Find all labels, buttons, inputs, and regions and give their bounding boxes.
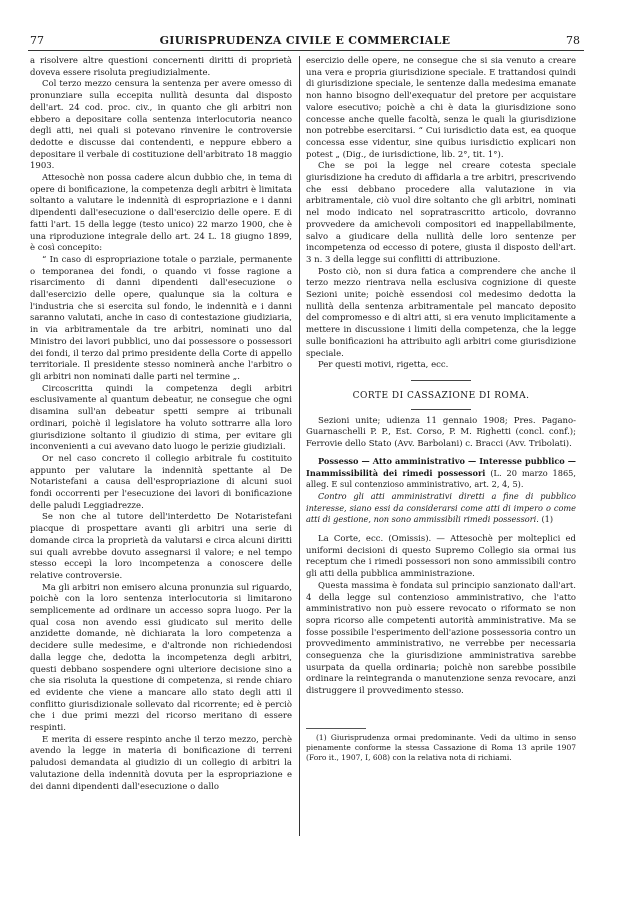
section-rule	[411, 380, 471, 381]
maxim-ref: (L. 20 marzo 1865, alleg. E sul contenzioso amministrativo, art. 2, 4, 5).	[306, 467, 576, 490]
paragraph: Che se poi la legge nel creare cotesta speciale giurisdizione ha creduto di affidarla a tre arbitri, prescrivendo che essi debbano procedere alla valutazione in via arbitramentale, ciò vuol dire soltanto che gli arbitri, nominati nel modo indicato nel sopratrascritto articolo, dovranno provvedere da amichevoli compositori ed inappellabilmente, salvo a giudicare della nullità delle loro sentenze per incompetenza od eccesso di potere, giusta il disposto dell'art. 3 n. 3 della legge sui conflitti di attribuzione.	[306, 161, 576, 265]
paragraph: Ma gli arbitri non emisero alcuna pronunzia sul riguardo, poichè con la loro sentenza interlocutoria si limitarono semplicemente ad ordinare un accesso sopra luogo. Per la qual cosa non avendo essi giudicato sul merito delle anzidette domande, nè dichiarata la loro competenza a decidere sulle medesime, e d'altronde non richiedendosi dalla legge che, dedotta la incompetenza degli arbitri, questi debbano sospendere ogni ulteriore decisione sino a che sia risoluta la questione di competenza, si rende chiaro ed evidente che viene a mancare allo stato degli atti il conflitto giurisdizionale sollevato dal ricorrente; ed è perciò che i due primi mezzi del ricorso meritano di essere respinti.	[30, 582, 292, 734]
paragraph: Attesochè non possa cadere alcun dubbio che, in tema di opere di bonificazione, la competenza degli arbitri è limitata soltanto a valutare le indennità di espropriazione e i danni dipendenti dall'esecuzione o dall'esercizio delle opere. E di fatti l'art. 15 della legge (testo unico) 22 marzo 1900, che è una riproduzione integrale dello art. 24 L. 18 giugno 1899, è così concepito:	[30, 173, 292, 254]
footnote: (1) Giurisprudenza ormai predominante. Vedi da ultimo in senso pienamente conforme la stessa Cassazione di Roma 13 aprile 1907 (Foro it., 1907, I, 608) con la relativa nota di richiami.	[306, 732, 576, 762]
paragraph: E merita di essere respinto anche il terzo mezzo, perchè avendo la legge in materia di bonificazione di terreni paludosi demandata al giudizio di un collegio di arbitri la valutazione della indennità dovuta per la espropriazione e dei danni dipendenti dall'esecuzione o dallo	[30, 734, 292, 792]
page-number-left: 77	[30, 34, 44, 47]
paragraph: Col terzo mezzo censura la sentenza per avere omesso di pronunziare sulla eccepita nullità desunta dal disposto dell'art. 24 cod. proc. civ., in quanto che gli arbitri non ebbero a depositare colla sentenza interlocutoria neanco degli atti, nei quali si potevano rinvenire le controversie dedotte e discusse dai contendenti, e neppure ebbero a depositare il verbale di costituzione dell'arbitrato 18 maggio 1903.	[30, 79, 292, 172]
case-title: CORTE DI CASSAZIONE DI ROMA.	[352, 390, 530, 401]
header-rule	[28, 50, 584, 51]
maxim	[306, 491, 576, 526]
running-header	[30, 34, 580, 48]
quoted-article: “ In caso di espropriazione totale o parziale, permanente o temporanea dei fondi, o quando vi fosse ragione a risarcimento di danni dipendenti dall'esecuzione o dall'esercizio delle opere, qualunque sia la coltura e l'industria che si esercita sul fondo, le indennità e i danni saranno valutati, anche in caso di contestazione giudiziaria, in via arbitramentale da tre arbitri, nominati uno dal Ministro dei lavori pubblici, uno dai possessore o possessori dei fondi, il terzo dal primo presidente della Corte di appello territoriale. Il presidente stesso nominerà anche l'arbitro o gli arbitri non nominati dalle parti nel termine „.	[30, 254, 292, 382]
paragraph: a risolvere altre questioni concernenti diritti di proprietà doveva essere risoluta pregiudizialmente.	[30, 56, 292, 78]
maxim-heading	[306, 456, 576, 491]
paragraph: esercizio delle opere, ne consegue che si sia venuto a creare una vera e propria giurisdizione speciale. E trattandosi quindi di giurisdizione speciale, le sentenze dalla medesima emanate non hanno bisogno dell'exequatur del pretore per acquistare valore esecutivo; poichè a chi è data la giurisdizione sono concesse anche quelle facoltà, senza le quali la giurisdizione non potrebbe esercitarsi. “ Cui iurisdictio data est, ea quoque concessa esse videntur, sine quibus iurisdictio explicari non potest „ (Dig., de iurisdictione, lib. 2°, tit. 1°).	[306, 56, 576, 160]
column-divider	[299, 56, 300, 836]
section-rule	[411, 409, 471, 410]
right-column	[306, 56, 576, 763]
paragraph: Circoscritta quindi la competenza degli arbitri esclusivamente al quantum debeatur, ne consegue che ogni disamina sull'an debeatur spetti sempre ai tribunali ordinari, poichè il legislatore ha voluto sottrarre alla loro giurisdizione soltanto il giudizio di stima, per evitare gli inconvenienti a cui avevano dato luogo le perizie giudiziali.	[30, 383, 292, 453]
paragraph: Per questi motivi, rigetta, ecc.	[318, 360, 449, 371]
paragraph: Se non che al tutore dell'interdetto De Notaristefani piacque di prospettare avanti gli arbitri una serie di domande circa la proprietà da valutarsi e circa alcuni diritti sui quali avrebbe dovuto assegnarsi il valore; e nel tempo stesso eccepì la loro incompetenza a conoscere delle relative controversie.	[30, 512, 292, 581]
maxim-text: Contro gli atti amministrativi diretti a fine di pubblico interesse, siano essi da considerarsi come atti di impero o come atti di gestione, non sono ammissibili rimedi possessori.	[306, 490, 576, 525]
paragraph: Or nel caso concreto il collegio arbitrale fu costituito appunto per valutare la indennità spettante al De Notaristefani a causa dell'espropriazione di alcuni suoi fondi occorrenti per l'esecuzione dei lavori di bonificazione delle paludi Leggiadrezze.	[30, 453, 292, 511]
case-info: Sezioni unite; udienza 11 gennaio 1908; Pres. Pagano-Guarnaschelli P. P., Est. Corso, P. M. Righetti (concl. conf.); Ferrovie dello Stato (Avv. Barbolani) c. Bracci (Avv. Tribolati).	[306, 415, 576, 450]
journal-title: GIURISPRUDENZA CIVILE E COMMERCIALE	[159, 34, 451, 47]
paragraph: La Corte, ecc. (Omissis). — Attesochè per molteplici ed uniformi decisioni di questo Supremo Collegio sia ormai ius receptum che i rimedi possessori non sono ammissibili contro gli atti della pubblica amministrazione.	[306, 534, 576, 580]
footnote-ref: (1)	[541, 514, 554, 525]
maxim-head: Possesso — Atto amministrativo — Interesse pubblico — Inammissibilità dei rimedi possessori	[306, 455, 576, 478]
left-column	[30, 56, 292, 793]
page-number-right: 78	[566, 34, 580, 47]
footnote-rule	[306, 728, 366, 729]
paragraph: Posto ciò, non si dura fatica a comprendere che anche il terzo mezzo rientrava nella esclusiva cognizione di queste Sezioni unite; poichè essendosi col medesimo dedotta la nullità della sentenza arbitramentale pel mancato deposito del compromesso e di altri atti, si era venuto implicitamente a mettere in discussione i limiti della competenza, che la legge sulle bonificazioni ha attribuito agli arbitri come giurisdizione speciale.	[306, 266, 576, 359]
paragraph: Questa massima è fondata sul principio sanzionato dall'art. 4 della legge sul contenzioso amministrativo, che l'atto amministrativo non può essere revocato o riformato se non sopra ricorso alle competenti autorità amministrative. Ma se fosse possibile l'esperimento dell'azione possessoria contro un provvedimento amministrativo, ne verrebbe per necessaria conseguenza che la giurisdizione amministrativa sarebbe usurpata da quella ordinaria; poichè non sarebbe possibile ordinare la reintegranda o manutenzione senza revocare, anzi distruggere il provvedimento stesso.	[306, 580, 576, 697]
